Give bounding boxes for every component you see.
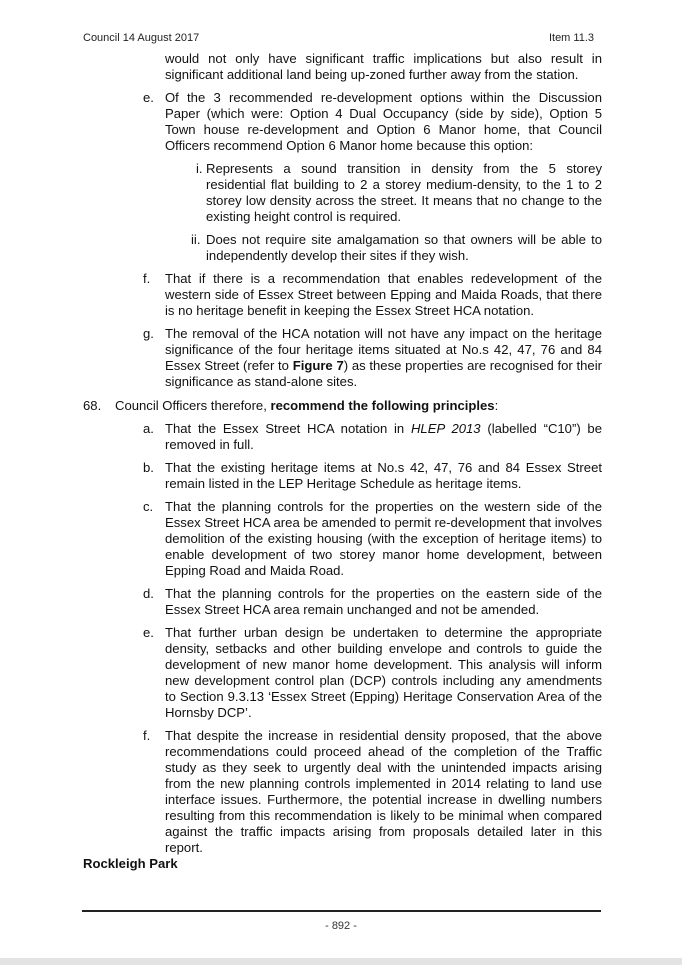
list-item-68c [83,499,602,579]
text-run: The removal of the HCA notation will not have any impact on the heritage significance of the four heritage items situated at No.s 42, 47, 76 and 84 Essex Street (refer to [165,326,602,373]
list-text: That the existing heritage items at No.s 42, 47, 76 and 84 Essex Street remain listed in the LEP Heritage Schedule as heritage items. [165,460,602,491]
list-label: d. [143,586,154,601]
plan-name: HLEP 2013 [410,421,481,436]
paragraph-number: 68. [83,398,102,413]
list-item-68f [83,728,602,856]
section-heading: Rockleigh Park [83,856,178,871]
list-label: e. [143,625,154,640]
sub-item-text: Represents a sound transition in density from the 5 storey residential flat building to 2 a storey medium-density, to the 1 to 2 storey low density across the street. It means that no change to the existing height control is required. [206,161,602,224]
text-run: ) as these properties are recognised for their significance as stand-alone sites. [165,358,602,389]
list-item-68e [83,625,602,721]
list-label: g. [143,326,154,341]
list-text [165,421,602,453]
list-label: a. [143,421,154,436]
sub-item-label: i. [196,161,203,176]
list-text: That further urban design be undertaken to determine the appropriate density, setbacks and other building envelope and controls to guide the development of new manor home development. This analysis will inform new development control plan (DCP) controls including any amendments to Section 9.3.13 ‘Essex Street (Epping) Heritage Conservation Area of the Hornsby DCP’. [165,625,602,720]
header-meeting-date: Council 14 August 2017 [83,32,200,44]
emphasis-text: recommend the following principles [270,398,495,413]
text-run: Council Officers therefore, [115,398,271,413]
list-label: f. [143,271,151,286]
paragraph-text [115,398,602,414]
list-item-68d [83,586,602,618]
list-text: That the planning controls for the properties on the eastern side of the Essex Street HCA area remain unchanged and not be amended. [165,586,602,617]
list-item-67f [83,271,602,319]
list-text: That the planning controls for the properties on the western side of the Essex Street HCA area be amended to permit re-development that involves demolition of the existing housing (with the exception of heritage items) to enable development of two storey manor home development, between Epping Road and Maida Road. [165,499,602,578]
page-edge [0,958,682,965]
footer-divider [82,910,601,912]
text-run: (labelled “C10”) be removed in full. [165,421,602,452]
continued-paragraph: would not only have significant traffic implications but also result in significant additional land being up-zoned further away from the station. [165,51,602,82]
list-item-67e [83,90,602,154]
header-item-number: Item 11.3 [548,32,594,44]
sub-item-ii [83,232,602,264]
document-body [83,51,602,872]
list-label: b. [143,460,154,475]
list-label: e. [143,90,154,105]
list-item-68a [83,421,602,453]
numbered-paragraph-68 [83,398,602,414]
list-label: c. [143,499,154,514]
sub-item-i [83,161,602,225]
list-text: That despite the increase in residential density proposed, that the above recommendations could proceed ahead of the completion of the Traffic study as they seek to urgently deal with the unintended impacts arising from the new planning controls implemented in 2014 relating to land use interface issues. Furthermore, the potential increase in dwelling numbers resulting from this recommendation is likely to be minimal when compared against the traffic impacts arising from proposals detailed later in this report. [165,728,602,855]
sub-item-text: Does not require site amalgamation so that owners will be able to independently develop their sites if they wish. [206,232,602,263]
page-number: - 892 - [325,920,357,932]
sub-item-label: ii. [191,232,201,247]
list-label: f. [143,728,151,743]
list-text: That if there is a recommendation that enables redevelopment of the western side of Essex Street between Epping and Maida Roads, that there is no heritage benefit in keeping the Essex Street HCA notation. [165,271,602,318]
figure-reference: Figure 7 [292,358,344,373]
text-run: : [494,398,499,413]
list-item-67g [83,326,602,390]
text-run: That the Essex Street HCA notation in [165,421,411,436]
list-text: Of the 3 recommended re-development options within the Discussion Paper (which were: Option 4 Dual Occupancy (side by side), Option 5 Town house re-development and Option 6 Manor home, that Council Officers recommend Option 6 Manor home because this option: [165,90,602,153]
list-text [165,326,602,390]
list-item-68b [83,460,602,492]
